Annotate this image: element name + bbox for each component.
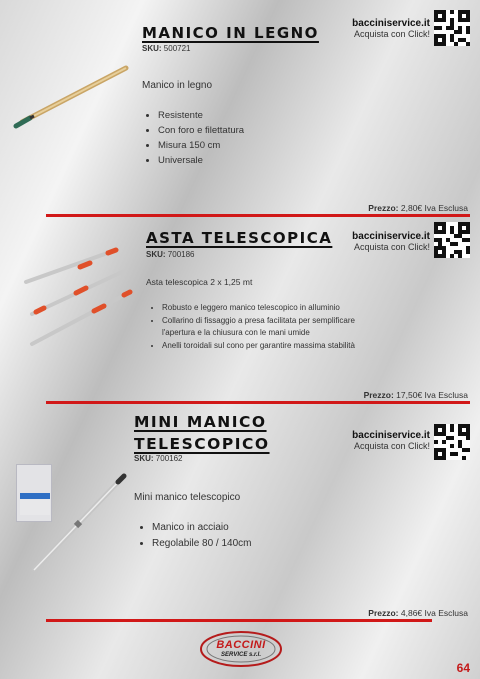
product-title-line1: MINI MANICO [134, 413, 267, 431]
feature-item: • Universale [158, 153, 316, 168]
shop-cta[interactable]: Acquista con Click! [353, 29, 430, 39]
product-title [134, 411, 270, 455]
shop-cta[interactable]: Acquista con Click! [353, 242, 430, 252]
feature-item: • Con foro e filettatura [158, 123, 316, 138]
product-sku: SKU: 500721 [142, 44, 191, 53]
product-sku: SKU: 700186 [146, 250, 195, 259]
feature-item: • Resistente [158, 108, 316, 123]
mini-pole-image [28, 466, 128, 576]
shop-cta[interactable]: Acquista con Click! [353, 441, 430, 451]
shop-url[interactable]: bacciniservice.it [352, 231, 430, 242]
feature-item: • Manico in acciaio [152, 520, 310, 536]
product-features [140, 520, 310, 552]
logo-text: BACCINI [216, 639, 266, 651]
product-description: Asta telescopica 2 x 1,25 mt [146, 277, 253, 287]
product-description: Manico in legno [142, 80, 213, 91]
product-price: Prezzo: 17,50€ Iva Esclusa [363, 390, 468, 400]
baccini-logo [198, 629, 284, 669]
qr-code-icon[interactable] [434, 424, 470, 460]
page-number: 64 [456, 661, 470, 675]
product-description: Mini manico telescopico [134, 492, 241, 503]
product-title: ASTA TELESCOPICA [146, 229, 333, 247]
feature-item: • Anelli toroidali sul cono per garantire massima stabilità [162, 340, 380, 353]
product-price: Prezzo: 4,86€ Iva Esclusa [368, 608, 468, 618]
shop-url[interactable]: bacciniservice.it [352, 430, 430, 441]
feature-item: • Robusto e leggero manico telescopico in alluminio [162, 302, 380, 315]
shop-link[interactable] [326, 430, 430, 451]
logo-subtext: SERVICE s.r.l. [220, 652, 262, 658]
section-divider [46, 619, 432, 622]
product-title-line2: TELESCOPICO [134, 435, 270, 453]
product-sku: SKU: 700162 [134, 454, 183, 463]
product-title: MANICO IN LEGNO [142, 24, 319, 42]
product-price: Prezzo: 2,80€ Iva Esclusa [368, 203, 468, 213]
feature-item: • Collarino di fissaggio a presa facilitata per semplificare l'apertura e la chiusura con le mani umide [162, 315, 380, 340]
shop-url[interactable]: bacciniservice.it [352, 18, 430, 29]
feature-item: • Regolabile 80 / 140cm [152, 536, 310, 552]
feature-item: • Misura 150 cm [158, 138, 316, 153]
